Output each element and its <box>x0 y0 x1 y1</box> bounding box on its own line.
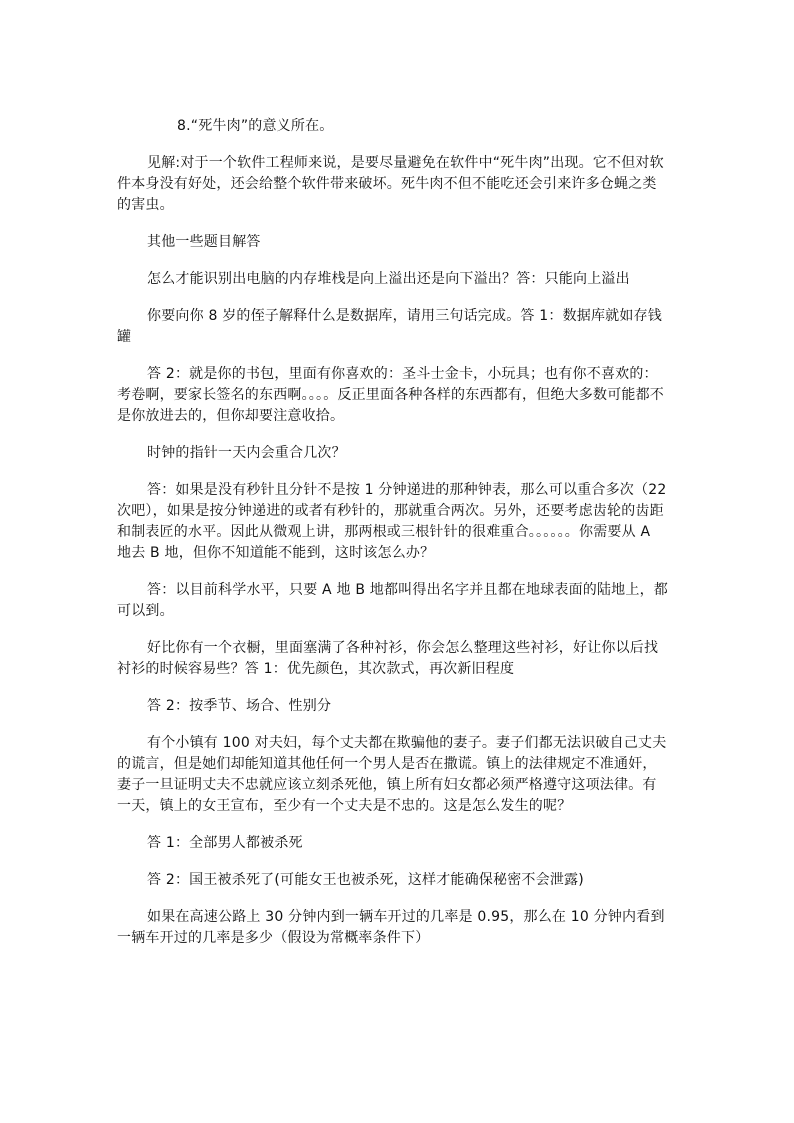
paragraph-other-questions: 其他一些题目解答 <box>147 234 261 250</box>
heading-number: 8. <box>177 118 191 134</box>
paragraph-town-question: 有个小镇有 100 对夫妇，每个丈夫都在欺骗他的妻子。妻子们都无法识破自己丈夫的谎言，但是她们却能知道其他任何一个男人是否在撒谎。镇上的法律规定不准通奸，妻子一旦证明丈夫不忠就应该立刻杀死他，镇上所有妇女都必须严格遵守这项法律。有一天，镇上的女王宣布，至少有一个丈夫是不忠的。这是怎么发生的呢？ <box>117 735 667 814</box>
paragraph-insight: 见解:对于一个软件工程师来说，是要尽量避免在软件中“死牛肉”出现。它不但对软件本身没有好处，还会给整个软件带来破坏。死牛肉不但不能吃还会引来许多仓蝇之类的害虫。 <box>117 155 664 213</box>
paragraph-town-answer-2: 答 2：国王被杀死了(可能女王也被杀死，这样才能确保秘密不会泄露) <box>147 872 584 888</box>
heading-text: “死牛肉”的意义所在。 <box>190 118 334 134</box>
paragraph-shirts-answer-2: 答 2：按季节、场合、性别分 <box>147 698 332 714</box>
paragraph-clock-answer: 答：如果是没有秒针且分针不是按 1 分钟递进的那种钟表，那么可以重合多次（22 次吧），如果是按分钟递进的或者有秒针的，那就重合两次。另外，还要考虑齿轮的齿距和制表匠的水平。因此从微观上讲，那两根或三根针针的很难重合。。。。。。你需要从 A 地去 B 地，但你不知道能不能到，这时该怎么办？ <box>117 482 667 561</box>
paragraph-stack-question: 怎么才能识别出电脑的内存堆栈是向上溢出还是向下溢出？答：只能向上溢出 <box>147 271 630 287</box>
paragraph-probability-question: 如果在高速公路上 30 分钟内到一辆车开过的几率是 0.95，那么在 10 分钟内看到一辆车开过的几率是多少（假设为常概率条件下） <box>117 909 665 946</box>
paragraph-travel-answer: 答：以目前科学水平，只要 A 地 B 地都叫得出名字并且都在地球表面的陆地上，都可以到。 <box>117 582 668 619</box>
document-body <box>117 116 669 965</box>
paragraph-database-question: 你要向你 8 岁的侄子解释什么是数据库，请用三句话完成。答 1：数据库就如存钱罐 <box>117 308 662 345</box>
paragraph-town-answer-1: 答 1：全部男人都被杀死 <box>147 835 303 851</box>
paragraph-database-answer-2: 答 2：就是你的书包，里面有你喜欢的：圣斗士金卡，小玩具；也有你不喜欢的：考卷啊，要家长签名的东西啊。。。。反正里面各种各样的东西都有，但绝大多数可能都不是你放进去的，但你却要注意收拾。 <box>117 366 664 424</box>
section-heading <box>117 116 669 137</box>
paragraph-shirts-question: 好比你有一个衣橱，里面塞满了各种衬衫，你会怎么整理这些衬衫，好让你以后找衬衫的时候容易些？答 1：优先颜色，其次款式，再次新旧程度 <box>117 640 659 677</box>
paragraph-clock-question: 时钟的指针一天内会重合几次？ <box>147 445 346 461</box>
